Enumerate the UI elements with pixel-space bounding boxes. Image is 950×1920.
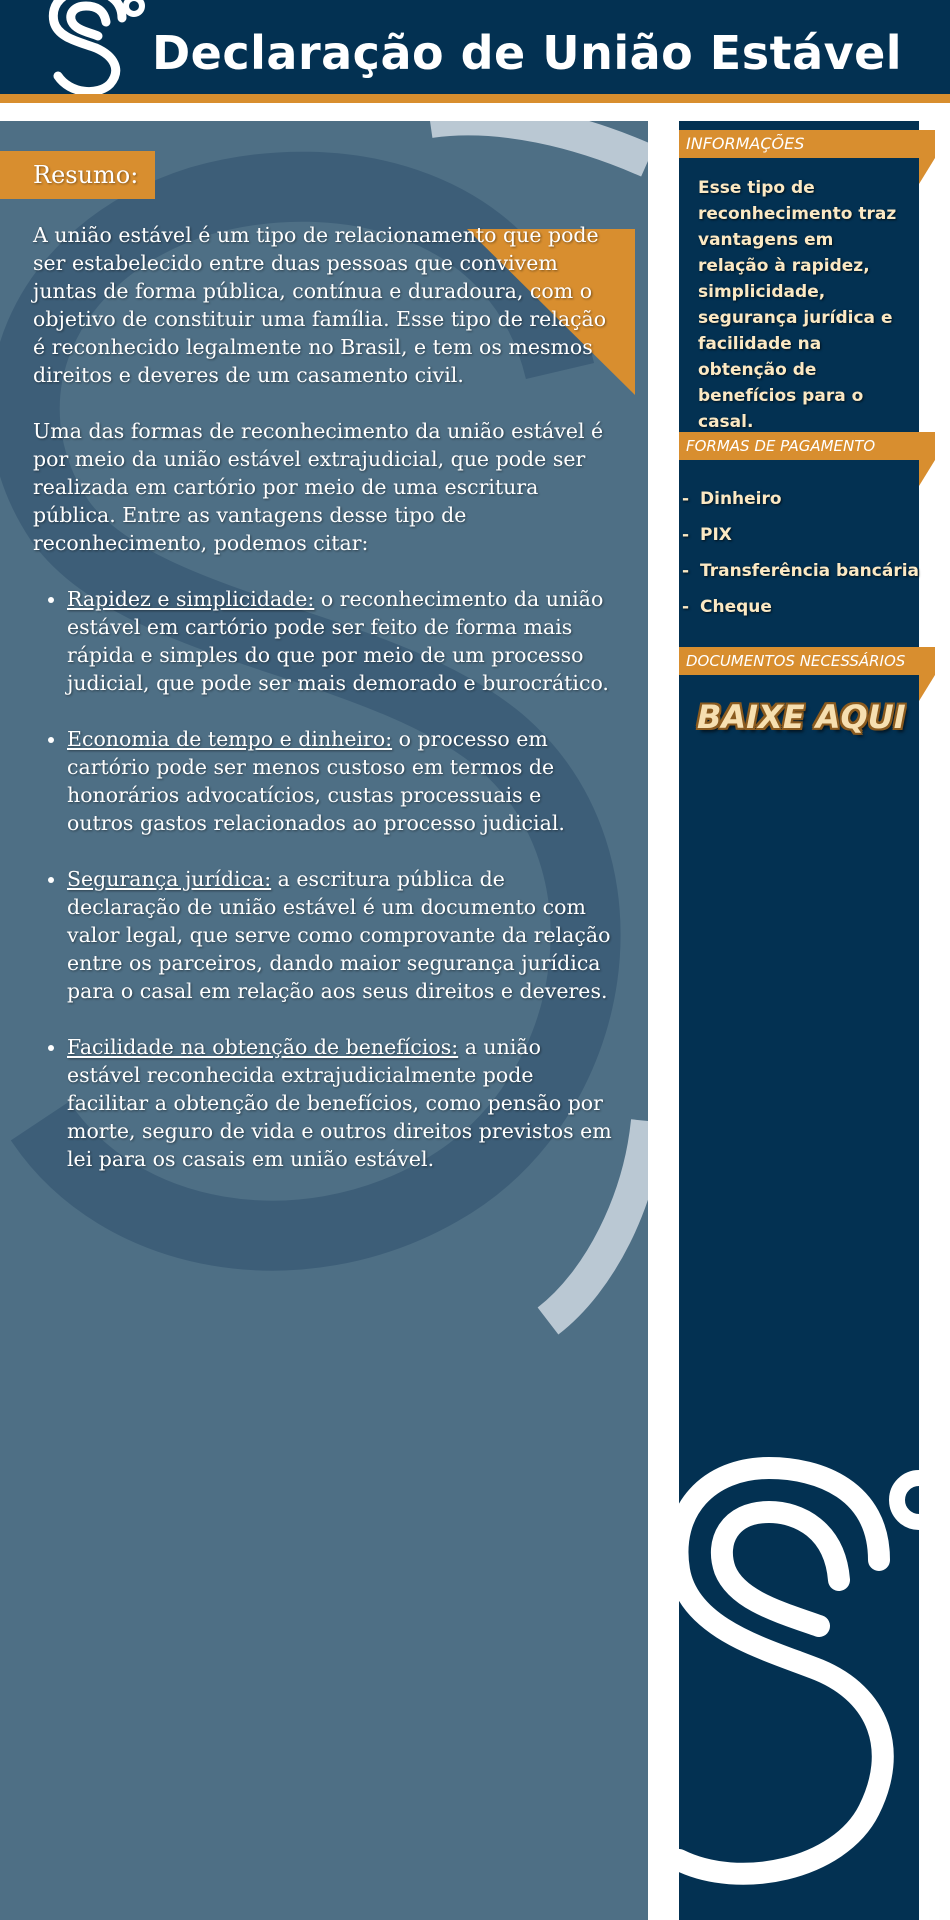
list-item [682, 593, 919, 629]
advantage-term: Economia de tempo e dinheiro: [67, 727, 393, 751]
payment-dash: - [682, 525, 690, 545]
payment-header: FORMAS DE PAGAMENTO [679, 432, 935, 460]
recognition-paragraph: Uma das formas de reconhecimento da união estável é por meio da união estável extrajudicial, que pode ser realizada em cartório por meio de uma escritura pública. Entre as vantagens desse tipo de reconhecimento, podemos citar: [33, 419, 604, 555]
list-item [682, 485, 919, 521]
logo-s-icon [30, 0, 150, 94]
download-link[interactable]: BAIXE AQUI [697, 698, 906, 736]
summary-content [33, 221, 613, 1201]
advantage-text: a escritura pública de declaração de união estável é um documento com valor legal, que serve como comprovante da relação entre os parceiros, dando maior segurança jurídica para o casal em relação aos seus direitos e deveres. [67, 867, 611, 1003]
payment-dash: - [682, 561, 690, 581]
list-item [67, 865, 613, 1005]
info-text: Esse tipo de reconhecimento traz vantagens em relação à rapidez, simplicidade, segurança jurídica e facilidade na obtenção de benefícios para o casal. [698, 178, 897, 432]
payment-method: Transferência bancária [700, 561, 920, 581]
list-item [682, 557, 919, 593]
payment-method: Cheque [700, 597, 772, 617]
advantage-text: a união estável reconhecida extrajudicialmente pode facilitar a obtenção de benefícios, como pensão por morte, seguro de vida e outros direitos previstos em lei para os casais em união estável. [67, 1035, 612, 1171]
section-label-resumo: Resumo: [0, 151, 155, 199]
advantages-list [33, 585, 613, 1173]
list-item [682, 521, 919, 557]
payment-dash: - [682, 489, 690, 509]
sidebar-logo-s-icon [679, 1450, 919, 1920]
payment-dash: - [682, 597, 690, 617]
documents-header: DOCUMENTOS NECESSÁRIOS [679, 647, 935, 675]
advantage-term: Facilidade na obtenção de benefícios: [67, 1035, 459, 1059]
page-title: Declaração de União Estável [152, 26, 903, 80]
documents-header-fold [919, 675, 935, 701]
list-item [67, 725, 613, 837]
advantage-text: o processo em cartório pode ser menos custoso em termos de honorários advocatícios, custas processuais e outros gastos relacionados ao processo judicial. [67, 727, 565, 835]
advantage-term: Segurança jurídica: [67, 867, 272, 891]
header-accent-stripe [0, 94, 950, 103]
list-item [67, 585, 613, 697]
info-header-fold [919, 158, 935, 184]
payment-methods-list [682, 485, 919, 629]
payment-header-fold [919, 460, 935, 486]
advantage-term: Rapidez e simplicidade: [67, 587, 315, 611]
page-header [0, 0, 950, 94]
payment-method: Dinheiro [700, 489, 782, 509]
payment-method: PIX [700, 525, 732, 545]
info-header: INFORMAÇÕES [679, 130, 935, 158]
advantage-text: o reconhecimento da união estável em cartório pode ser feito de forma mais rápida e simples do que por meio de um processo judicial, que pode ser mais demorado e burocrático. [67, 587, 609, 695]
intro-paragraph: A união estável é um tipo de relacionamento que pode ser estabelecido entre duas pessoas que convivem juntas de forma pública, contínua e duradoura, com o objetivo de constituir uma família. Esse tipo de relação é reconhecido legalmente no Brasil, e tem os mesmos direitos e deveres de um casamento civil. [33, 223, 607, 387]
list-item [67, 1033, 613, 1173]
